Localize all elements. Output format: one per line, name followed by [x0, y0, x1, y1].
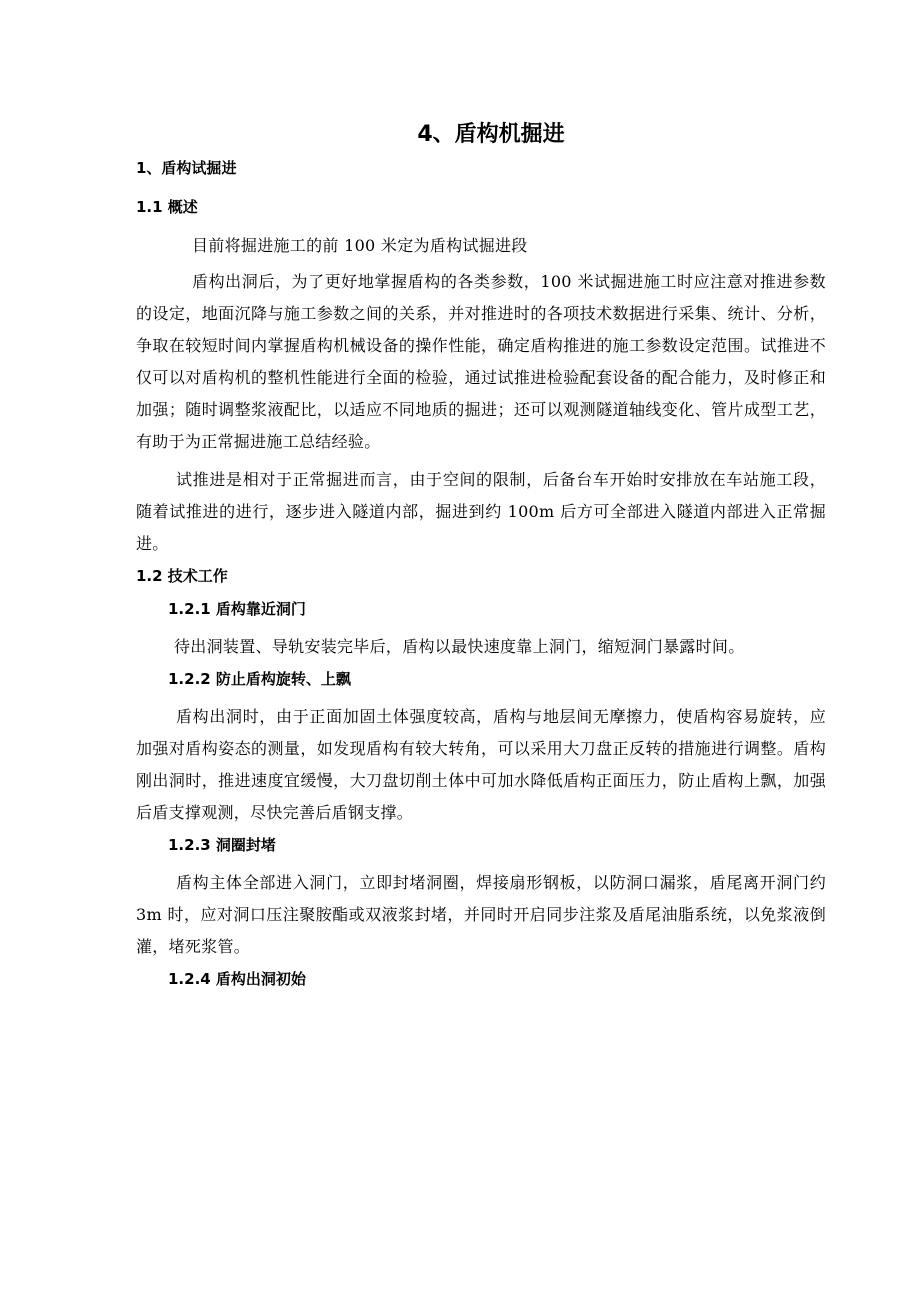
section-heading-1-2-4: 1.2.4 盾构出洞初始 — [168, 970, 306, 988]
section-heading-1: 1、盾构试掘进 — [136, 159, 237, 177]
section-heading-1-2: 1.2 技术工作 — [136, 567, 228, 585]
paragraph-1-1-trial: 试推进是相对于正常掘进而言，由于空间的限制，后备台车开始时安排放在车站施工段，随着试推进的进行，逐步进入隧道内部，掘进到约 100m 后方可全部进入隧道内部进入正常掘进。 — [136, 470, 826, 553]
paragraph-1-2-1: 待出洞装置、导轨安装完毕后，盾构以最快速度靠上洞门，缩短洞门暴露时间。 — [174, 637, 745, 656]
paragraph-1-1-intro: 目前将掘进施工的前 100 米定为盾构试掘进段 — [192, 236, 528, 255]
section-heading-1-2-2: 1.2.2 防止盾构旋转、上飘 — [168, 670, 351, 688]
section-heading-1-2-1: 1.2.1 盾构靠近洞门 — [168, 600, 306, 618]
page-title: 4、盾构机掘进 — [417, 122, 565, 147]
paragraph-1-2-3: 盾构主体全部进入洞门，立即封堵洞圈，焊接扇形钢板，以防洞口漏浆，盾尾离开洞门约 3m 时，应对洞口压注聚胺酯或双液浆封堵，并同时开启同步注浆及盾尾油脂系统，以免浆液倒灌，堵死浆管。 — [136, 873, 826, 956]
paragraph-1-1-body: 盾构出洞后，为了更好地掌握盾构的各类参数，100 米试掘进施工时应注意对推进参数的设定，地面沉降与施工参数之间的关系，并对推进时的各项技术数据进行采集、统计、分析，争取在较短时间内掌握盾构机械设备的操作性能，确定盾构推进的施工参数设定范围。试推进不仅可以对盾构机的整机性能进行全面的检验，通过试推进检验配套设备的配合能力，及时修正和加强；随时调整浆液配比，以适应不同地质的掘进；还可以观测隧道轴线变化、管片成型工艺，有助于为正常掘进施工总结经验。 — [136, 272, 826, 451]
document-body — [136, 122, 826, 1001]
section-heading-1-1: 1.1 概述 — [136, 198, 198, 216]
paragraph-1-2-2: 盾构出洞时，由于正面加固土体强度较高，盾构与地层间无摩擦力，使盾构容易旋转，应加强对盾构姿态的测量，如发现盾构有较大转角，可以采用大刀盘正反转的措施进行调整。盾构刚出洞时，推进速度宜缓慢，大刀盘切削土体中可加水降低盾构正面压力，防止盾构上飘，加强后盾支撑观测，尽快完善后盾钢支撑。 — [136, 707, 826, 822]
section-heading-1-2-3: 1.2.3 洞圈封堵 — [168, 836, 276, 854]
